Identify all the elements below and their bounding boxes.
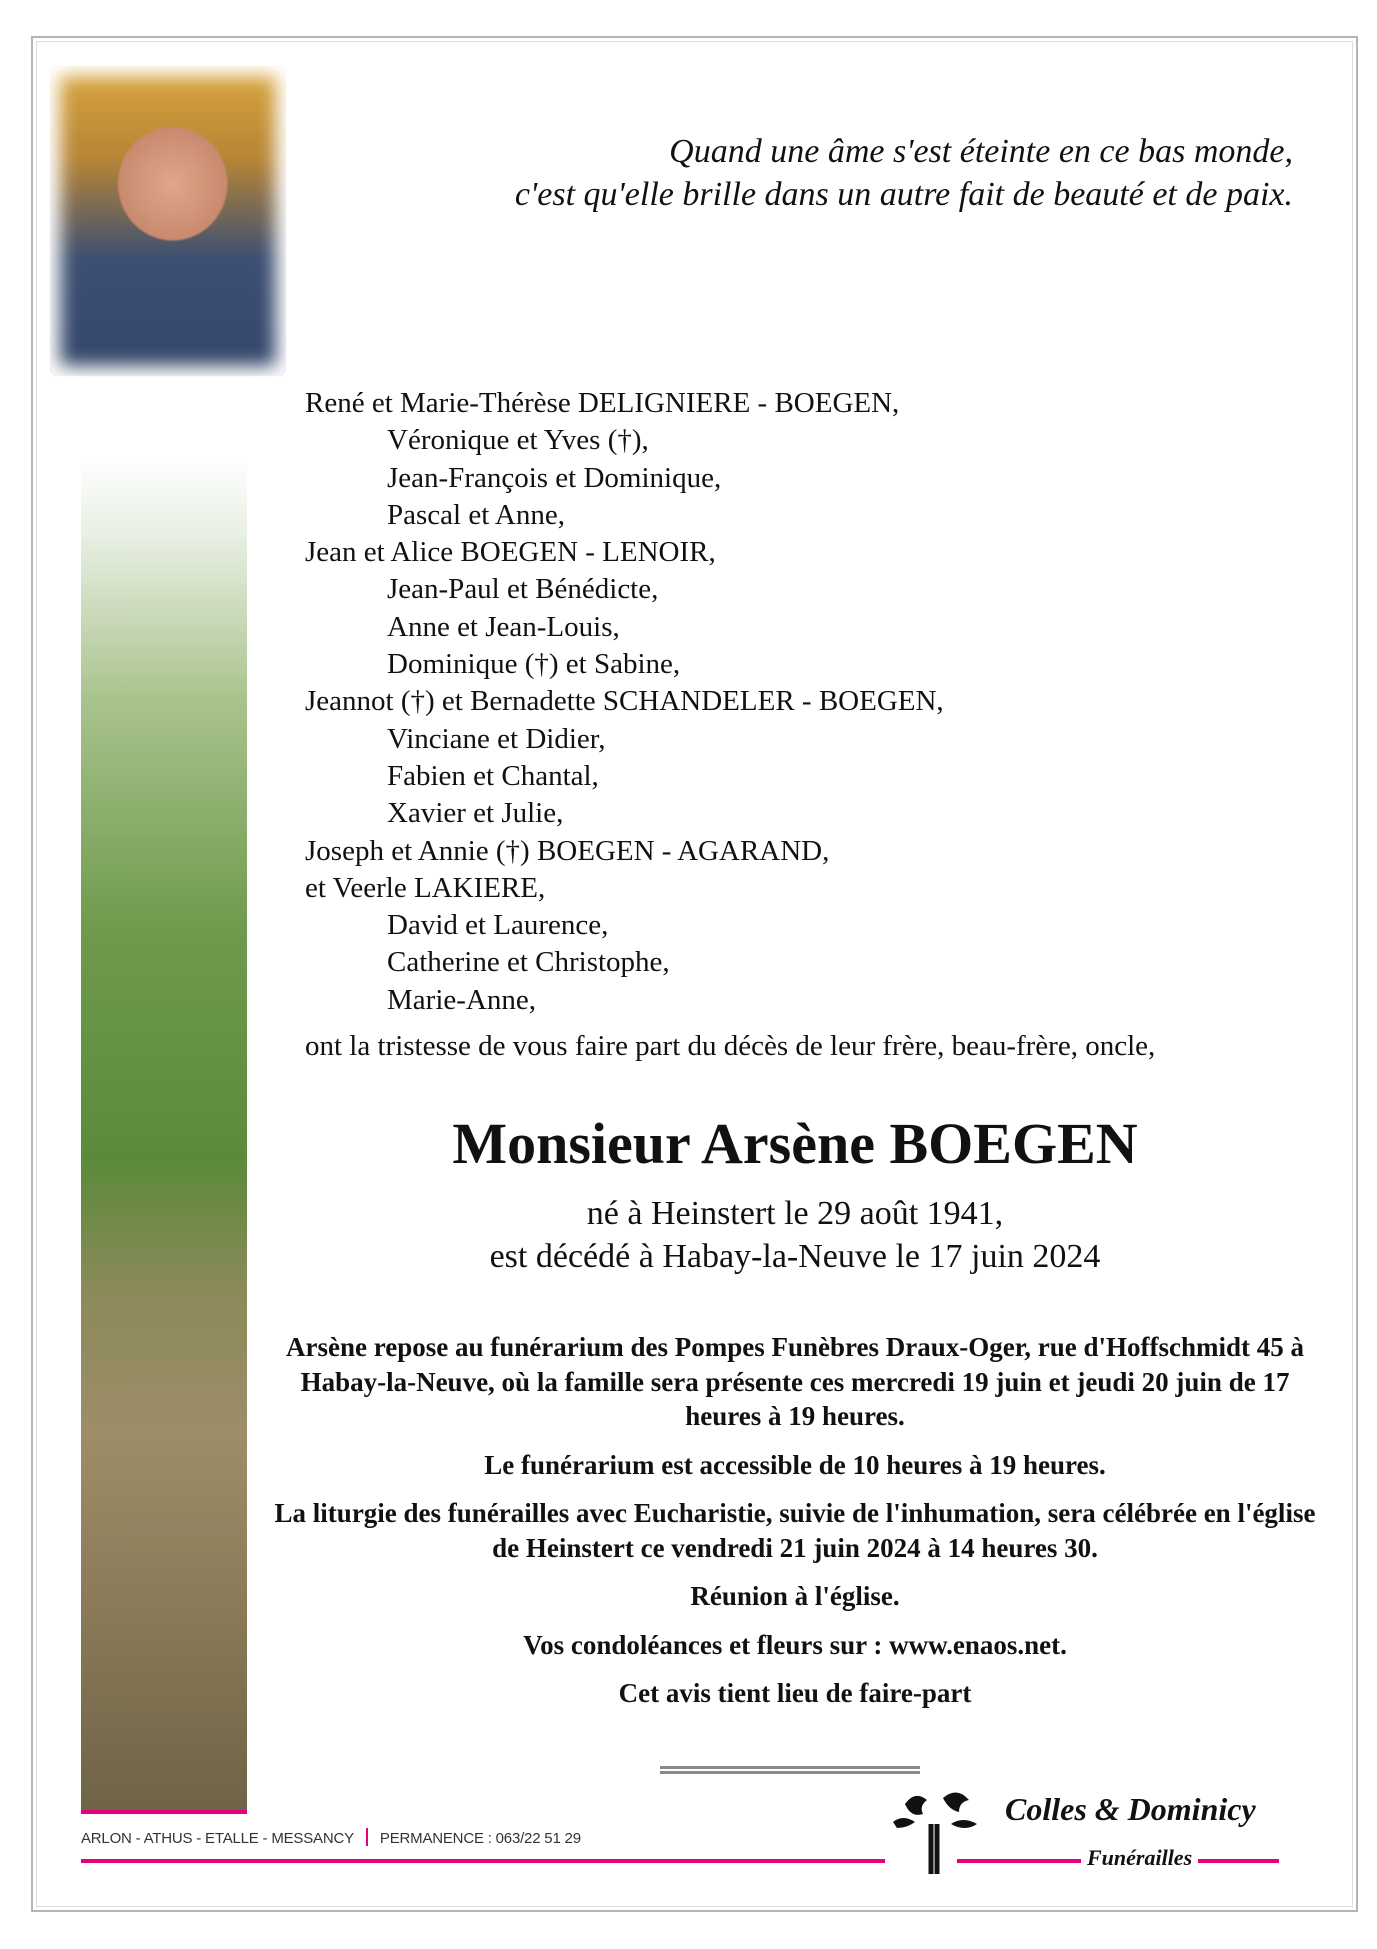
- notice-info: Cet avis tient lieu de faire-part: [618, 1678, 972, 1708]
- death-line: est décédé à Habay-la-Neuve le 17 juin 2024: [489, 1238, 1101, 1275]
- birth-death-info: [260, 1192, 1330, 1278]
- family-member-line: Jean et Alice BOEGEN - LENOIR,: [305, 536, 716, 569]
- family-member-line: Jean-Paul et Bénédicte,: [387, 573, 659, 606]
- quote: [515, 130, 1293, 216]
- funeral-details: [260, 1330, 1330, 1725]
- family-member-line: Dominique (†) et Sabine,: [387, 648, 681, 681]
- quote-line: c'est qu'elle brille dans un autre fait de beauté et de paix.: [514, 176, 1293, 213]
- family-list: [305, 385, 944, 1019]
- family-member-line: David et Laurence,: [387, 909, 609, 942]
- family-member-line: René et Marie-Thérèse DELIGNIERE - BOEGEN,: [305, 387, 900, 419]
- family-member-line: Catherine et Christophe,: [387, 946, 670, 979]
- forest-path-image: [81, 455, 247, 1810]
- funeral-home-logo: [885, 1784, 1285, 1876]
- divider: [660, 1766, 920, 1774]
- quote-line: Quand une âme s'est éteinte en ce bas monde,: [669, 133, 1293, 170]
- deceased-name: Monsieur Arsène BOEGEN: [452, 1111, 1138, 1176]
- family-member-line: Joseph et Annie (†) BOEGEN - AGARAND,: [305, 834, 830, 867]
- family-member-line: Anne et Jean-Louis,: [387, 610, 620, 643]
- family-member-line: Jean-François et Dominique,: [387, 461, 722, 494]
- funerarium-info: Arsène repose au funérarium des Pompes Funèbres Draux-Oger, rue d'Hoffschmidt 45 à Habay-la-Neuve, où la famille sera présente ces mercredi 19 juin et jeudi 20 juin de 17 heures à 19 heures.: [286, 1332, 1304, 1431]
- access-info: Le funérarium est accessible de 10 heures à 19 heures.: [484, 1449, 1106, 1480]
- family-member-line: Fabien et Chantal,: [387, 759, 599, 792]
- family-member-line: et Veerle LAKIERE,: [305, 871, 546, 904]
- family-member-line: Marie-Anne,: [387, 983, 536, 1016]
- family-member-line: Jeannot (†) et Bernadette SCHANDELER - BOEGEN,: [305, 685, 944, 718]
- family-member-line: Véronique et Yves (†),: [387, 424, 649, 457]
- meeting-info: Réunion à l'église.: [690, 1581, 900, 1611]
- family-member-line: Vinciane et Didier,: [387, 722, 606, 755]
- footer-phone: PERMANENCE : 063/22 51 29: [379, 1830, 581, 1847]
- separator: [366, 1828, 368, 1846]
- footer-contact: [81, 1828, 581, 1847]
- announcement-intro: ont la tristesse de vous faire part du décès de leur frère, beau-frère, oncle,: [305, 1030, 1156, 1062]
- family-member-line: Xavier et Julie,: [387, 797, 564, 830]
- brand-subtitle: Funérailles: [1081, 1844, 1198, 1872]
- liturgy-info: La liturgie des funérailles avec Eucharistie, suivie de l'inhumation, sera célébrée en l'église de Heinstert ce vendredi 21 juin 2024 à 14 heures 30.: [274, 1498, 1316, 1563]
- footer-locations: ARLON - ATHUS - ETALLE - MESSANCY: [81, 1830, 354, 1847]
- condolences-info[interactable]: Vos condoléances et fleurs sur : www.enaos.net.: [523, 1629, 1067, 1660]
- accent-line: [81, 1810, 247, 1814]
- brand-name: Colles & Dominicy: [1005, 1791, 1256, 1827]
- portrait-photo: [50, 66, 286, 376]
- birth-line: né à Heinstert le 29 août 1941,: [586, 1195, 1004, 1232]
- family-member-line: Pascal et Anne,: [387, 498, 565, 531]
